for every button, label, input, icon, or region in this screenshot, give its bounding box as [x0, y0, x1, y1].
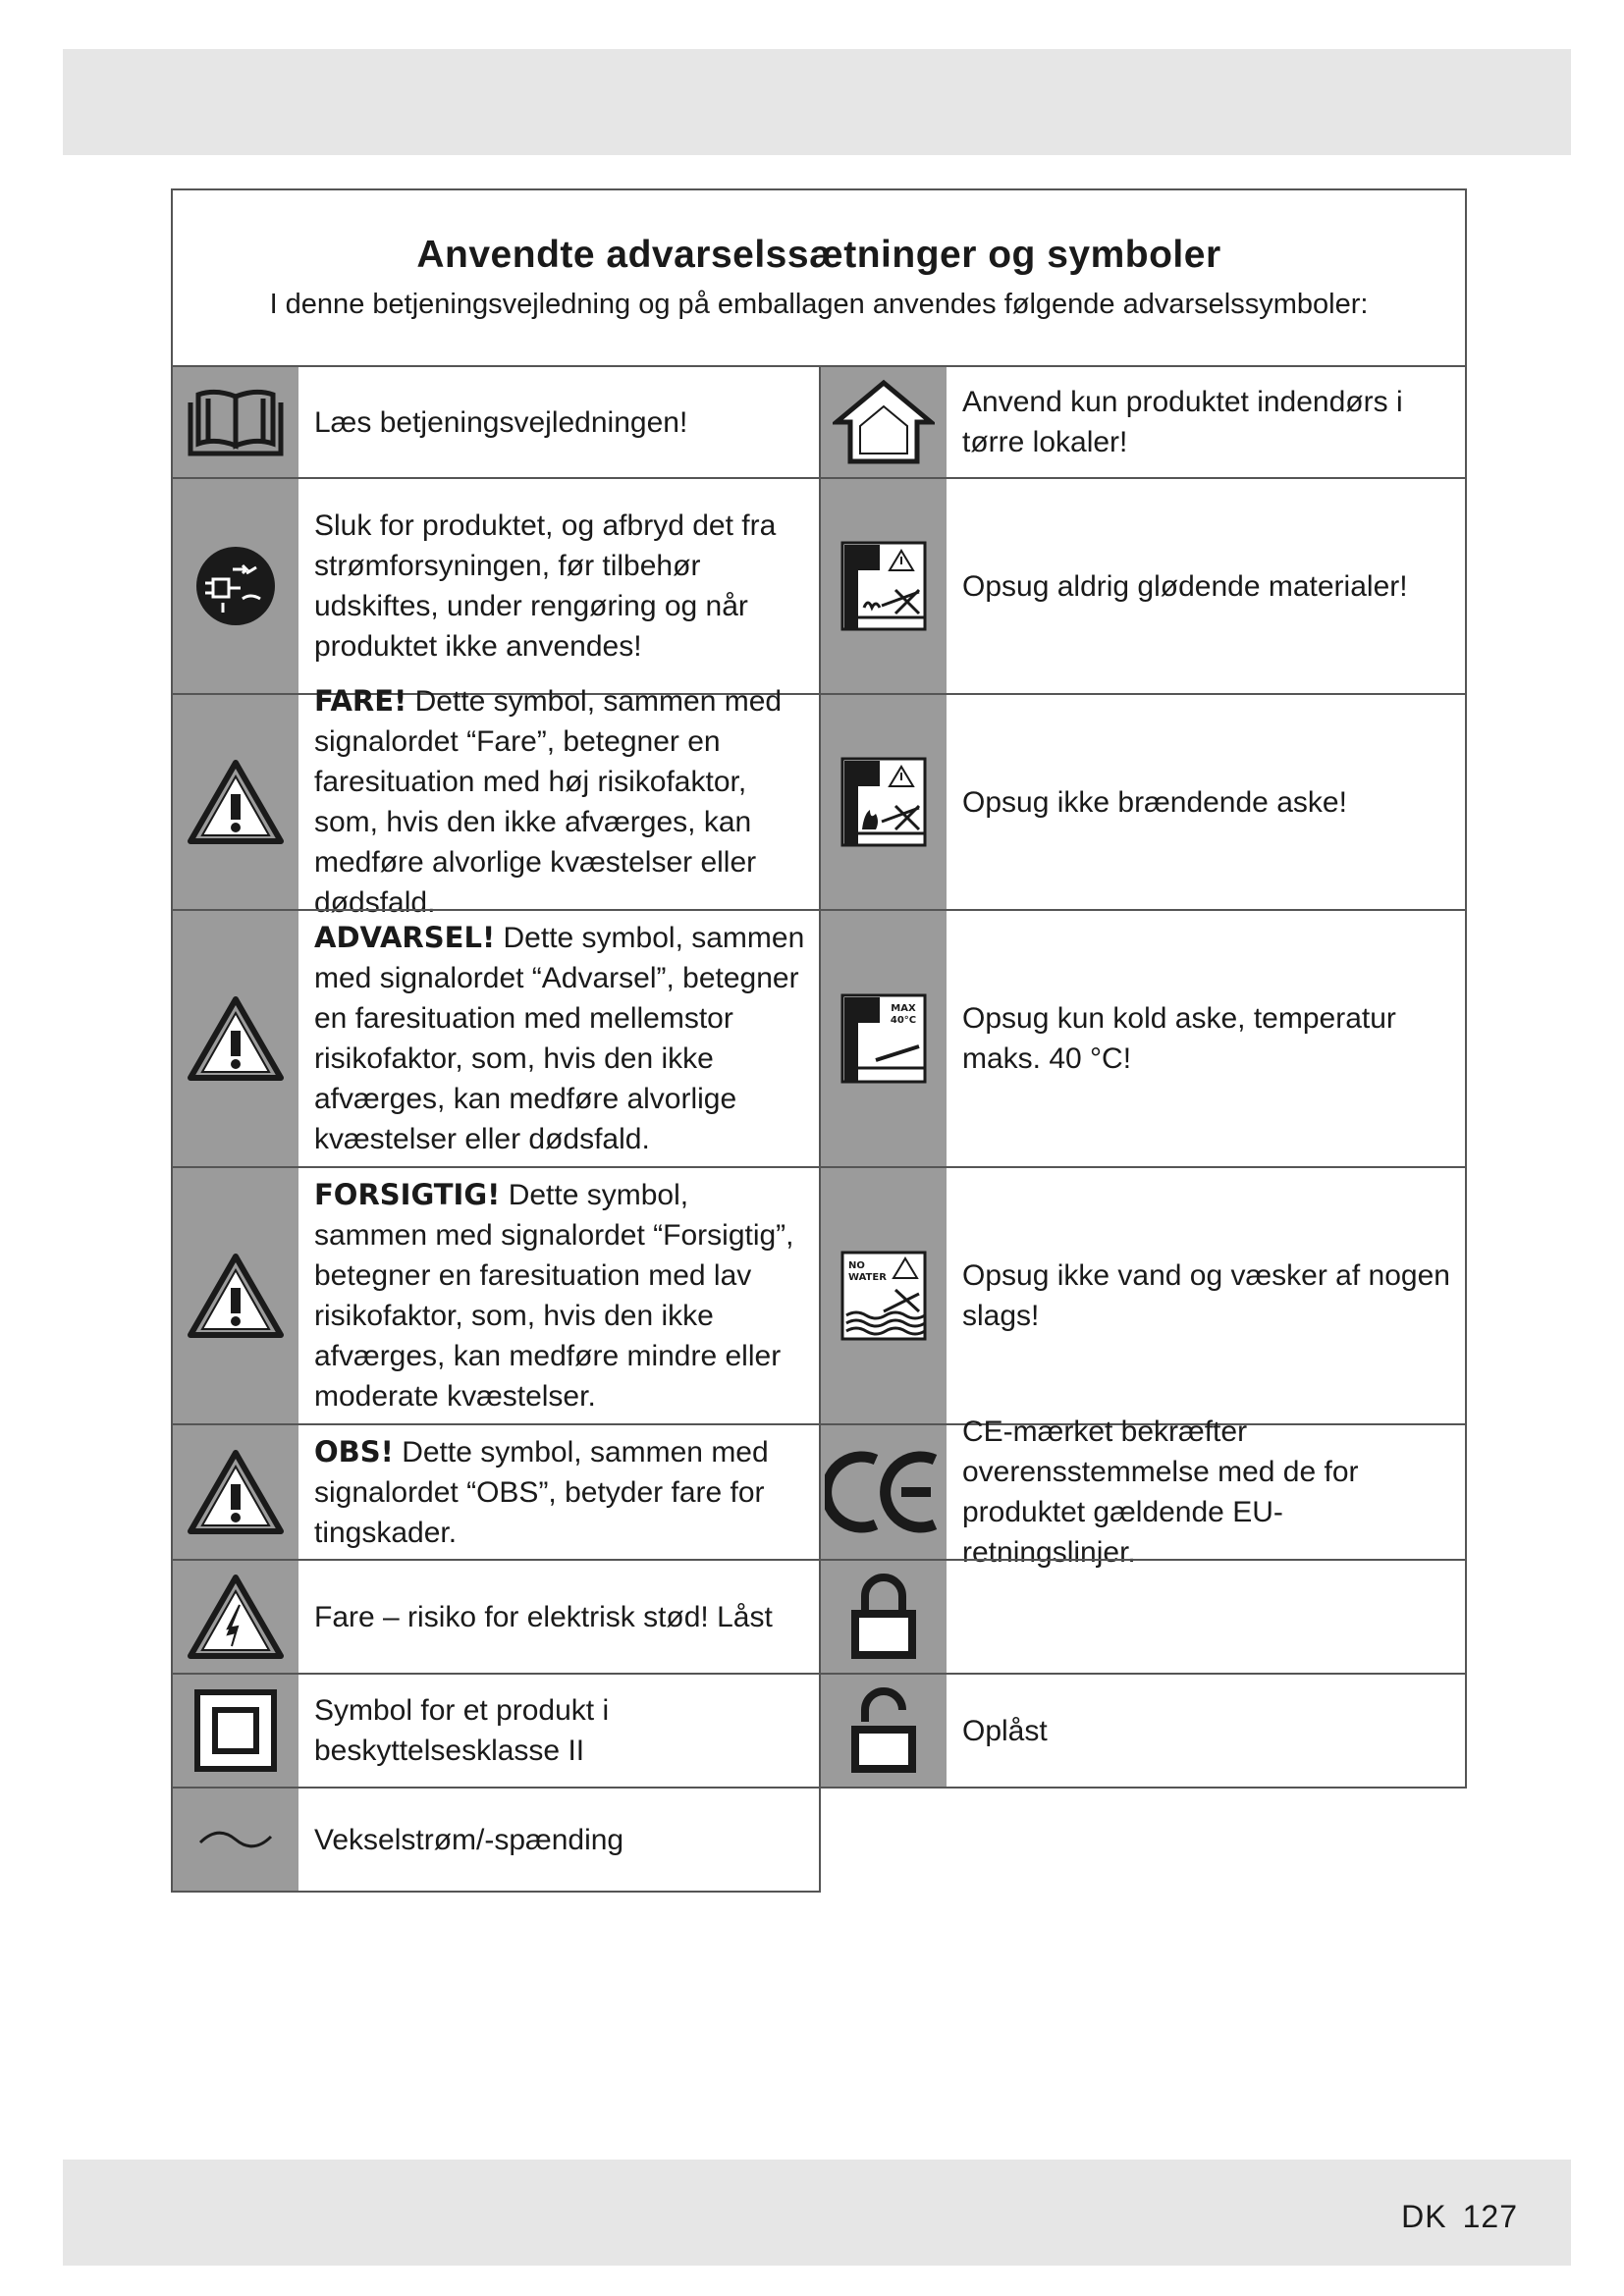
- icon-label: 40°C: [890, 1015, 917, 1026]
- row-text: Læs betjeningsvejledningen!: [314, 405, 688, 439]
- signal-word: ADVARSEL!: [314, 921, 496, 954]
- warning-symbols-table: [171, 188, 1467, 1856]
- row-locked: [819, 1559, 1467, 1675]
- row-text: Dette symbol, sammen med signalordet “Forsigtig”, betegner en faresituation med lav risikofaktor, som, hvis den ikke afværges, kan medføre mindre eller moderate kvæstelser.: [314, 1179, 794, 1413]
- row-text: CE-mærket bekræfter overensstemmelse med de for produktet gældende EU-retningslinjer.: [962, 1415, 1359, 1569]
- row-read-manual: [171, 365, 821, 479]
- warning-triangle-icon: [187, 759, 285, 845]
- page-title: Anvendte advarselssætninger og symboler: [416, 234, 1221, 276]
- no-burning-ash-icon: [840, 757, 927, 847]
- row-text: Oplåst: [962, 1714, 1048, 1747]
- icon-label: MAX: [891, 1003, 916, 1014]
- icon-cell: [821, 479, 947, 693]
- icon-cell: [173, 1425, 298, 1559]
- row-ce-mark: [819, 1415, 1467, 1569]
- icon-cell: [821, 1425, 947, 1559]
- row-text: Dette symbol, sammen med signalordet “Advarsel”, betegner en faresituation med mellemstor risikofaktor, som, hvis den ikke afværges, kan medføre alvorlige kvæstelser eller dødsfald.: [314, 922, 805, 1155]
- signal-word: OBS!: [314, 1434, 394, 1468]
- row-unplug: [171, 477, 821, 695]
- warning-triangle-icon: [187, 995, 285, 1082]
- row-caution: [171, 1166, 821, 1425]
- icon-label: NO: [848, 1260, 865, 1271]
- row-text: Opsug aldrig glødende materialer!: [962, 569, 1408, 603]
- row-notice: [171, 1423, 821, 1561]
- row-no-water: [819, 1166, 1467, 1425]
- row-text: Dette symbol, sammen med signalordet “Fare”, betegner en faresituation med høj risikofaktor, som, hvis den ikke afværges, kan medføre alvorlige kvæstelser eller dødsfald.: [314, 685, 783, 919]
- icon-cell: [173, 911, 298, 1166]
- row-text: Opsug ikke brændende aske!: [962, 785, 1347, 819]
- ce-mark-icon: [825, 1448, 943, 1536]
- row-protection-class: [171, 1673, 821, 1789]
- row-text: Sluk for produktet, og afbryd det fra strømforsyningen, før tilbehør udskiftes, under rengøring og når produktet ikke anvendes!: [314, 509, 777, 663]
- page-number: [1401, 2199, 1518, 2235]
- row-text: Symbol for et produkt i beskyttelsesklasse II: [314, 1694, 610, 1767]
- unplug-icon: [193, 544, 278, 628]
- language-code: DK: [1401, 2199, 1447, 2234]
- row-no-burning-ash: [819, 693, 1467, 911]
- padlock-locked-icon: [849, 1573, 918, 1661]
- row-danger: [171, 684, 821, 919]
- row-text: Opsug ikke vand og væsker af nogen slags!: [962, 1259, 1450, 1332]
- row-text: Anvend kun produktet indendørs i tørre lokaler!: [962, 386, 1403, 458]
- icon-cell: [821, 1168, 947, 1423]
- icon-cell: [173, 367, 298, 477]
- header-band: [63, 49, 1571, 155]
- row-cold-ash: [819, 909, 1467, 1168]
- row-text: Dette symbol, sammen med signalordet “OBS”, betyder fare for tingskader.: [314, 1435, 769, 1549]
- icon-cell: [821, 367, 947, 477]
- icon-cell: [821, 1561, 947, 1673]
- icon-label: WATER: [848, 1272, 887, 1283]
- padlock-unlocked-icon: [849, 1686, 918, 1775]
- alternating-current-icon: [196, 1825, 275, 1854]
- row-electric-shock: [171, 1559, 821, 1675]
- row-text: Opsug kun kold aske, temperatur maks. 40 °C!: [962, 1002, 1396, 1075]
- warning-triangle-icon: [187, 1253, 285, 1339]
- icon-cell: [173, 1561, 298, 1673]
- protection-class-ii-icon: [193, 1688, 278, 1773]
- row-text: Vekselstrøm/-spænding: [314, 1823, 624, 1856]
- table-header: [171, 188, 1467, 367]
- row-text: Fare – risiko for elektrisk stød! Låst: [314, 1600, 773, 1633]
- page-subtitle: I denne betjeningsvejledning og på emballagen anvendes følgende advarselssymboler:: [269, 289, 1369, 320]
- icon-cell: [173, 695, 298, 909]
- signal-word: FARE!: [314, 684, 407, 718]
- icon-cell: [173, 1789, 298, 1891]
- max-temperature-icon: [840, 993, 927, 1084]
- icon-cell: [173, 1168, 298, 1423]
- icon-cell: [821, 911, 947, 1166]
- signal-word: FORSIGTIG!: [314, 1178, 501, 1211]
- no-water-icon: [840, 1251, 927, 1341]
- no-glowing-material-icon: [840, 541, 927, 631]
- page-number-value: 127: [1462, 2199, 1518, 2234]
- icon-cell: [821, 1675, 947, 1787]
- row-warning: [171, 909, 821, 1168]
- electric-shock-icon: [187, 1574, 285, 1660]
- row-unlocked: [819, 1673, 1467, 1789]
- icon-cell: [173, 1675, 298, 1787]
- row-no-glowing: [819, 477, 1467, 695]
- icon-cell: [173, 479, 298, 693]
- icon-cell: [821, 695, 947, 909]
- row-alternating-current: [171, 1787, 821, 1893]
- footer-band: [63, 2160, 1571, 2266]
- house-icon: [833, 379, 935, 465]
- book-icon: [185, 383, 287, 461]
- warning-triangle-icon: [187, 1449, 285, 1535]
- row-indoor-use: [819, 365, 1467, 479]
